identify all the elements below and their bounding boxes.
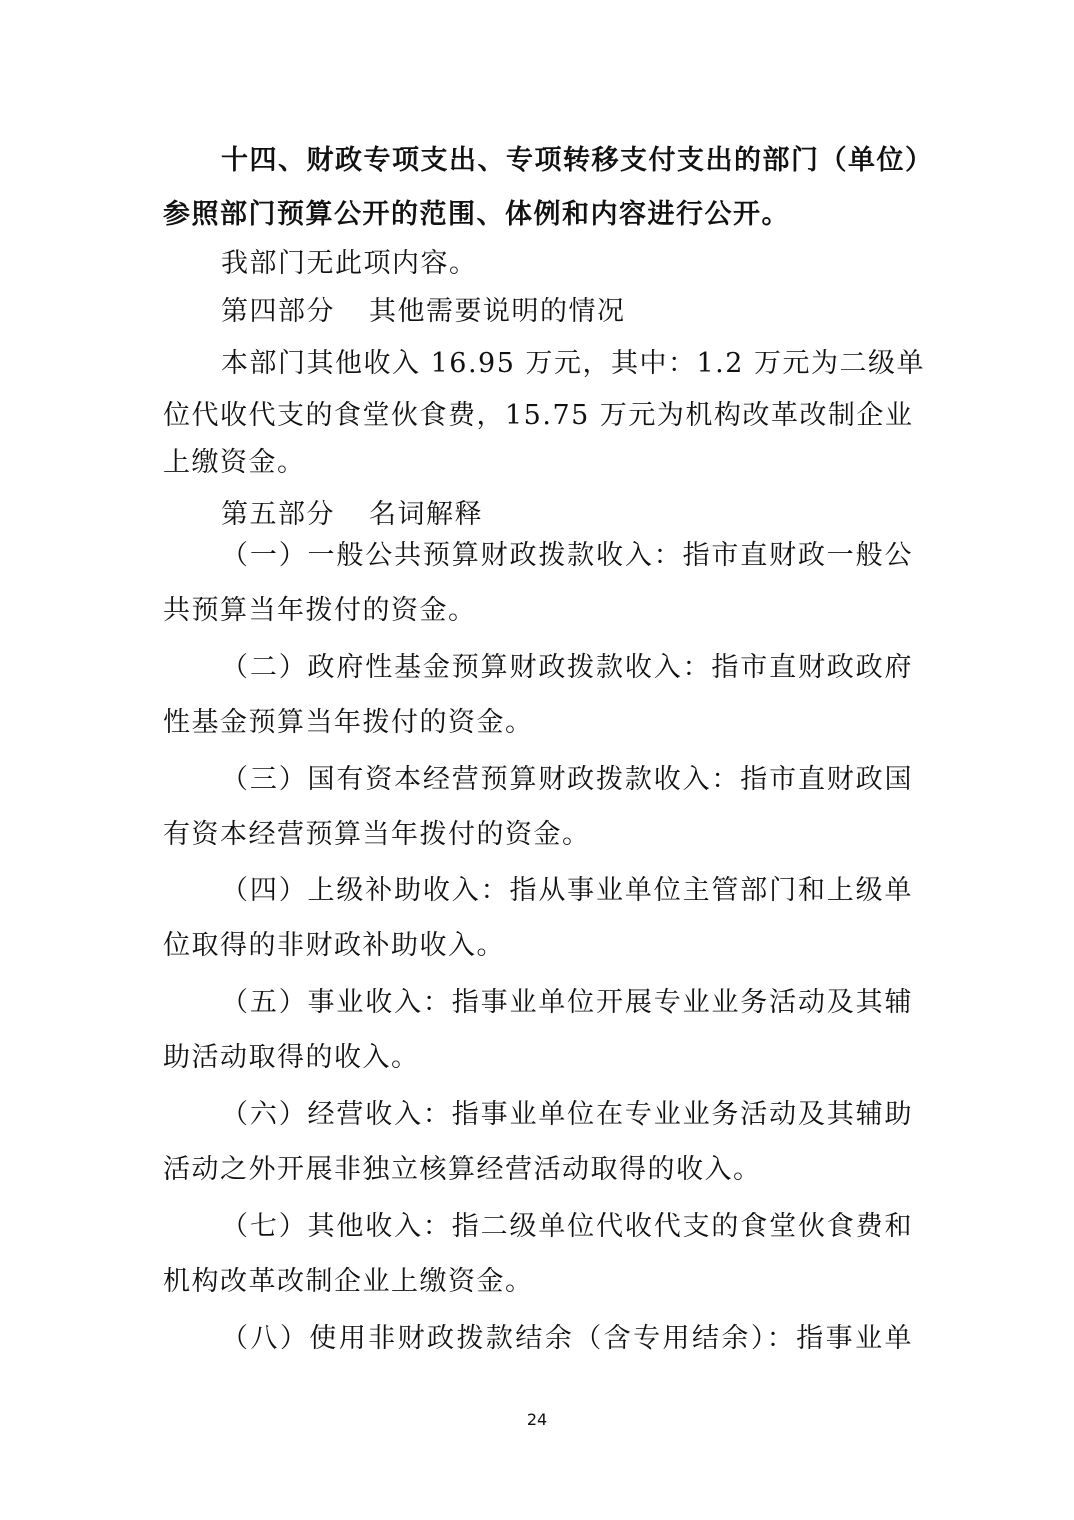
part5-title: 名词解释 xyxy=(369,499,483,530)
term-1-line2: 共预算当年拨付的资金。 xyxy=(163,595,477,626)
term-6-line2: 活动之外开展非独立核算经营活动取得的收入。 xyxy=(163,1154,762,1185)
section14-body: 我部门无此项内容。 xyxy=(221,248,478,279)
part4-heading xyxy=(221,292,913,332)
term-4-line1: （四）上级补助收入：指从事业单位主管部门和上级单 xyxy=(221,875,913,906)
part4-title: 其他需要说明的情况 xyxy=(369,296,626,327)
part4-para-line3: 上缴资金。 xyxy=(163,447,306,478)
term-2-line1: （二）政府性基金预算财政拨款收入：指市直财政政府 xyxy=(221,652,913,683)
part4-label: 第四部分 xyxy=(221,296,335,327)
term-5-line2: 助活动取得的收入。 xyxy=(163,1042,420,1073)
term-4-line2: 位取得的非财政补助收入。 xyxy=(163,930,505,961)
part5-heading xyxy=(221,495,913,535)
term-3-line1: （三）国有资本经营预算财政拨款收入：指市直财政国 xyxy=(221,764,913,795)
term-7-line2: 机构改革改制企业上缴资金。 xyxy=(163,1266,534,1297)
term-1-line1: （一）一般公共预算财政拨款收入：指市直财政一般公 xyxy=(221,540,913,571)
term-7-line1: （七）其他收入：指二级单位代收代支的食堂伙食费和 xyxy=(221,1211,913,1242)
term-6-line1: （六）经营收入：指事业单位在专业业务活动及其辅助 xyxy=(221,1099,913,1130)
term-8-line1: （八）使用非财政拨款结余（含专用结余）：指事业单 xyxy=(221,1323,913,1354)
section14-heading-line1: 十四、财政专项支出、专项转移支付支出的部门（单位） xyxy=(221,145,934,176)
part5-label: 第五部分 xyxy=(221,499,335,530)
section14-heading-line2: 参照部门预算公开的范围、体例和内容进行公开。 xyxy=(163,199,790,230)
term-3-line2: 有资本经营预算当年拨付的资金。 xyxy=(163,819,591,850)
term-2-line2: 性基金预算当年拨付的资金。 xyxy=(163,707,534,738)
part4-para-line2: 位代收代支的食堂伙食费，15.75 万元为机构改革改制企业 xyxy=(163,400,914,431)
term-5-line1: （五）事业收入：指事业单位开展专业业务活动及其辅 xyxy=(221,987,913,1018)
page-number: 24 xyxy=(526,1410,548,1429)
part4-para-line1: 本部门其他收入 16.95 万元，其中：1.2 万元为二级单 xyxy=(221,348,925,379)
